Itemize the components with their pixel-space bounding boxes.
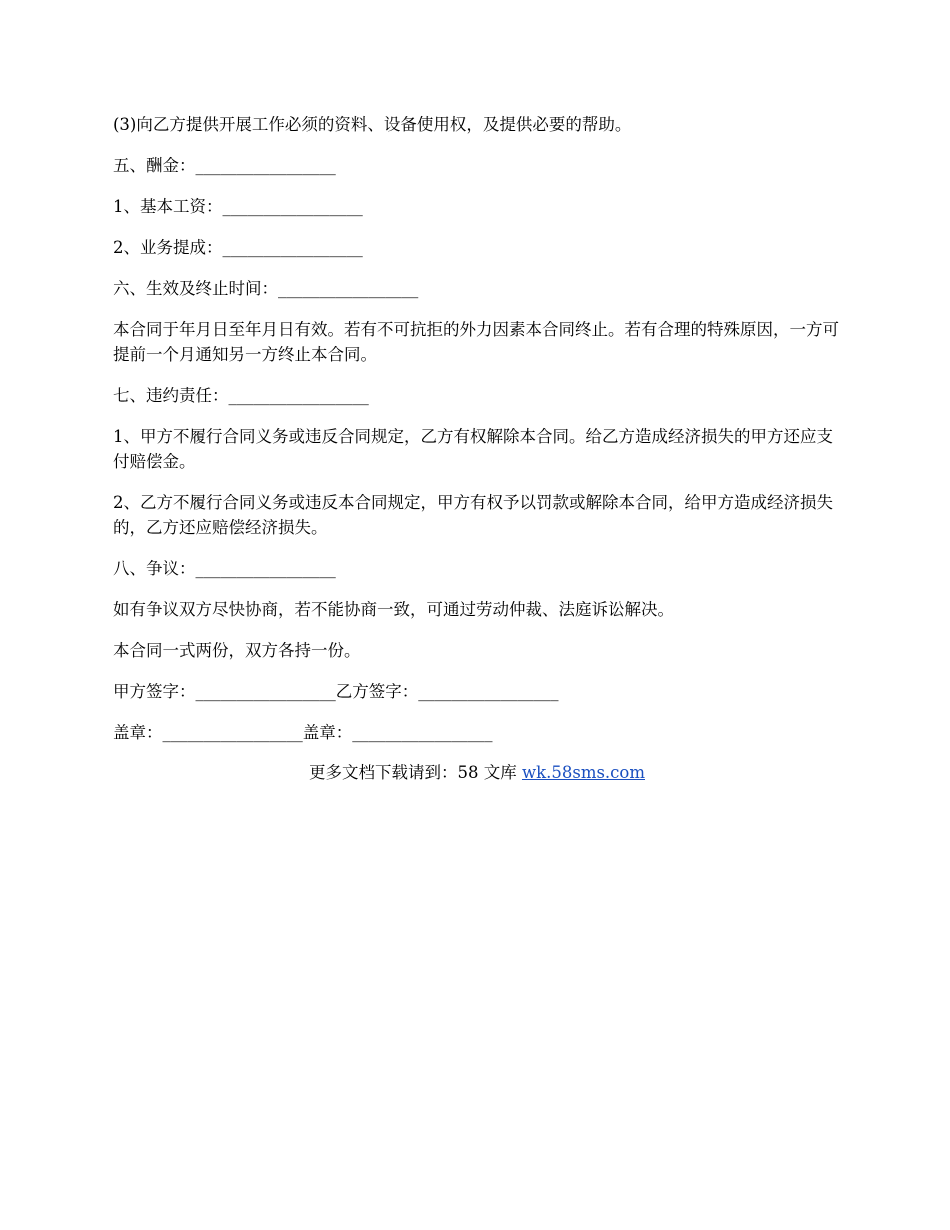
footer (113, 760, 841, 785)
paragraph-duty-3: (3)向乙方提供开展工作必须的资料、设备使用权，及提供必要的帮助。 (113, 115, 632, 134)
heading-breach-liability: 七、违约责任：_________________ (113, 386, 369, 405)
document-body (113, 112, 841, 785)
signature-line: 甲方签字：_________________乙方签字：_________________ (113, 682, 559, 701)
footer-link[interactable]: wk.58sms.com (521, 763, 645, 782)
heading-effective-period: 六、生效及终止时间：_________________ (113, 279, 419, 298)
heading-remuneration: 五、酬金：_________________ (113, 156, 336, 175)
paragraph-copies: 本合同一式两份，双方各持一份。 (113, 641, 361, 660)
paragraph-breach-party-a: 1、甲方不履行合同义务或违反合同规定，乙方有权解除本合同。给乙方造成经济损失的甲方还应支付赔偿金。 (113, 427, 833, 471)
paragraph-breach-party-b: 2、乙方不履行合同义务或违反本合同规定，甲方有权予以罚款或解除本合同，给甲方造成经济损失的，乙方还应赔偿经济损失。 (113, 493, 833, 537)
heading-disputes: 八、争议：_________________ (113, 559, 336, 578)
paragraph-effective-terms: 本合同于年月日至年月日有效。若有不可抗拒的外力因素本合同终止。若有合理的特殊原因，一方可提前一个月通知另一方终止本合同。 (113, 320, 839, 364)
seal-line: 盖章：_________________盖章：_________________ (113, 723, 493, 742)
commission-line: 2、业务提成：_________________ (113, 238, 363, 257)
basic-salary-line: 1、基本工资：_________________ (113, 197, 363, 216)
paragraph-dispute-resolution: 如有争议双方尽快协商，若不能协商一致，可通过劳动仲裁、法庭诉讼解决。 (113, 600, 674, 619)
footer-prefix: 更多文档下载请到：58 文库 (308, 763, 522, 782)
